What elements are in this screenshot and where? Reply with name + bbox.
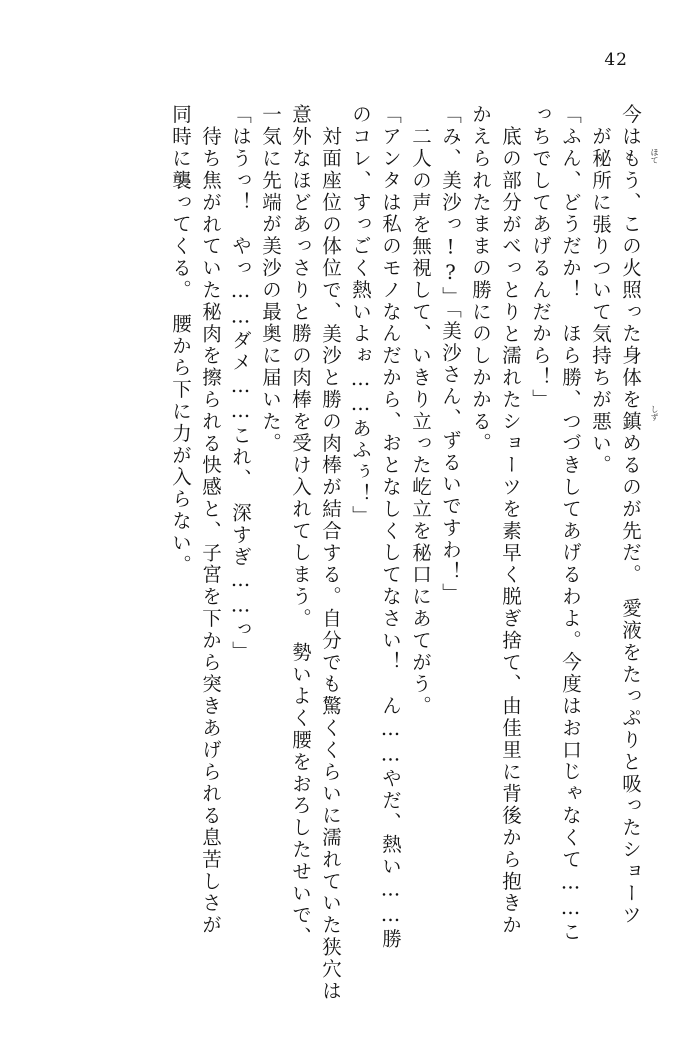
- text-line: 「はうっ！ やっ……ダメ……これ、 深すぎ……っ」: [229, 104, 252, 663]
- text-line: 待ち焦がれていた秘肉を擦られる快感と、子宮を下から突きあげられる息苦しさが: [199, 126, 222, 937]
- text-line: 底の部分がべっとりと濡れたショーツを素早く脱ぎ捨て、由佳里に背後から抱きか: [499, 126, 522, 937]
- text-line: 意外なほどあっさりと勝の肉棒を受け入れてしまう。 勢いよく腰をおろしたせいで、: [289, 104, 312, 949]
- page-number: 42: [604, 50, 628, 70]
- text-line: 今はもう、この火照った身体を鎮めるのが先だ。 愛液をたっぷりと吸ったショーツ: [619, 104, 642, 927]
- text-line: 対面座位の体位で、美沙と勝の肉棒が結合する。自分でも驚くくらいに濡れていた狭穴は: [319, 126, 342, 1002]
- vertical-text-body: [48, 104, 642, 1002]
- text-line: のコレ、すっごく熱いよぉ……あふぅ！」: [349, 104, 372, 528]
- ruby-hote: ほて: [650, 148, 659, 164]
- text-line: っちでしてあげるんだから！」: [529, 104, 552, 411]
- text-line: かえられたままの勝にのしかかる。: [469, 104, 492, 455]
- text-line: 「ふん、どうだか！ ほら勝、つづきしてあげるわよ。今度はお口じゃなくて……こ: [559, 104, 582, 944]
- text-line: 同時に襲ってくる。 腰から下に力が入らない。: [169, 104, 192, 577]
- text-line: が秘所に張りついて気持ちが悪い。: [589, 126, 612, 477]
- text-line: 「み、美沙っ!?」「美沙さん、ずるいですわ！」: [439, 104, 462, 605]
- text-line: 「アンタは私のモノなんだから、おとなしくしてなさい！ ん……やだ、熱い……勝: [379, 104, 402, 951]
- ruby-shizu: しず: [650, 405, 659, 421]
- text-line: 二人の声を無視して、いきり立った屹立を秘口にあてがう。: [409, 126, 432, 718]
- text-line: 一気に先端が美沙の最奥に届いた。: [259, 104, 282, 455]
